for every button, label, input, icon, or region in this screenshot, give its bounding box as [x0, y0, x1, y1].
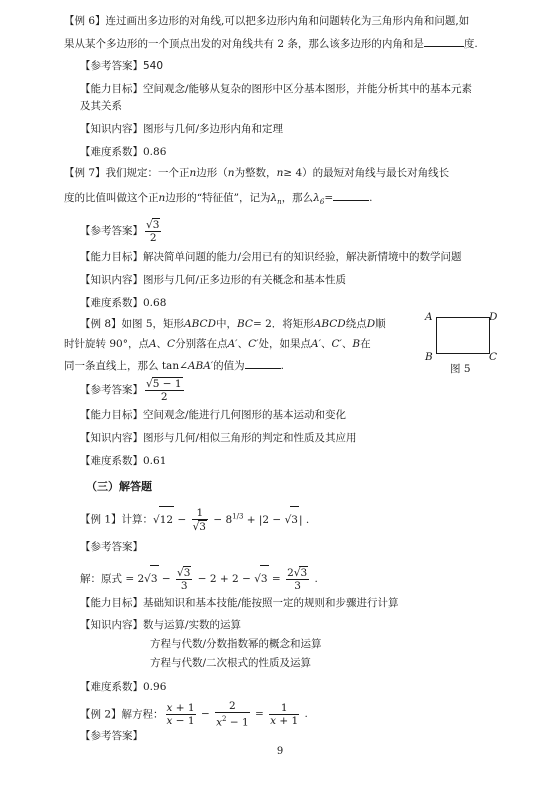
label-c: C	[489, 351, 498, 363]
answer-denominator: 2	[160, 391, 168, 403]
ex8-text-d: 绕点	[345, 318, 367, 330]
var-abcd: ABCD	[184, 318, 216, 330]
ex6-line2-end: 度.	[463, 38, 478, 50]
var-aba-prime: ABA′	[187, 360, 214, 372]
ex1-ability: 【能力目标】基础知识和基本技能/能按照一定的规则和步骤进行计算	[80, 597, 399, 609]
section-title: （三）解答题	[86, 480, 152, 493]
var-n: n	[189, 167, 197, 179]
answer-blank	[245, 358, 281, 369]
ex7-text-d: ≥ 4）的最短对角线与最长对角线长	[283, 167, 450, 179]
label-b: B	[425, 351, 433, 363]
lambda-n: $\lambda_n$	[270, 192, 282, 207]
ex6-ability-cont: 及其关系	[80, 100, 122, 112]
ex6-line2	[64, 36, 478, 51]
ex7-ability: 【能力目标】解决简单问题的能力/会用已有的知识经验，解决新情境中的数学问题	[80, 251, 462, 263]
ex6-ability: 【能力目标】空间观念/能够从复杂的图形中区分基本图形，并能分析其中的基本元素	[80, 83, 473, 95]
ex8-text-i: 、	[237, 338, 249, 350]
ex8-text-j: 处，如果点	[258, 338, 311, 350]
ex7-text-h: =	[324, 192, 334, 204]
ex8-text-e: 顺	[375, 318, 386, 330]
var-c-prime: C′	[331, 338, 342, 350]
answer-numerator: 3	[152, 219, 160, 231]
ex1-solution-expr: √3 − $\frac{√3}{3}$ − 2 + 2 − √3 = $\frac{2√3}{3}$ .	[144, 567, 318, 592]
ex7-difficulty: 【难度系数】0.68	[80, 297, 167, 309]
answer-label: 【参考答案】	[80, 225, 143, 237]
answer-fraction: $\frac{√5 - 1}{2}$	[146, 378, 182, 403]
ex8-text-h: 分别落在点	[175, 338, 228, 350]
ex1-knowledge-3: 方程与代数/二次根式的性质及运算	[150, 657, 312, 669]
ex1-label: 【例 1】计算：	[80, 513, 154, 526]
ex2-line	[80, 700, 308, 729]
ex8-text-m: 在	[360, 338, 371, 350]
ex7-text-e: 度的比值叫做这个正	[64, 192, 159, 204]
ex1-expression: √12 − $\frac{1}{√3}$ − $8^{1/3} + |2 - √3|$ .	[153, 506, 310, 533]
var-d: D	[366, 318, 376, 330]
label-d: D	[489, 311, 498, 323]
ex8-knowledge: 【知识内容】图形与几何/相似三角形的判定和性质及其应用	[80, 432, 357, 444]
var-c: C	[167, 338, 176, 350]
var-n: n	[158, 192, 166, 204]
answer-blank	[424, 36, 464, 47]
ex8-line1	[80, 317, 386, 331]
ex6-answer	[80, 59, 163, 73]
ex8-text-f: 时针旋转 90°，点	[64, 338, 149, 350]
ex6-line1: 【例 6】连过画出多边形的对角线,可以把多边形内角和问题转化为三角形内角和问题,如	[64, 15, 470, 27]
ex8-answer	[80, 377, 186, 403]
page-number: 9	[276, 746, 284, 757]
ex6-difficulty: 【难度系数】0.86	[80, 146, 167, 158]
ex1-solution	[80, 565, 318, 592]
ex8-text-n: 同一条直线上，那么 tan∠	[64, 360, 188, 372]
ex8-text-l: 、	[341, 338, 353, 350]
var-abcd: ABCD	[313, 318, 346, 330]
answer-fraction: $\frac{√3}{2}$	[146, 219, 160, 244]
ex7-text-a: 【例 7】我们规定：一个正	[64, 167, 190, 179]
ex2-answer-label: 【参考答案】	[80, 730, 143, 742]
rectangle-figure	[436, 317, 490, 354]
ex7-text-b: 边形（	[196, 167, 228, 179]
ex8-text-b: 中，	[216, 318, 237, 330]
answer-denominator: 2	[149, 232, 157, 244]
ex6-line2-text: 果从某个多边形的一个顶点出发的对角线共有 2 条，那么该多边形的内角和是	[64, 38, 424, 50]
answer-label: 【参考答案】	[80, 384, 143, 396]
ex2-equation: $\frac{x + 1}{x - 1}$ − $\frac{2}{x^2 - 1}$ = $\frac{1}{x + 1}$ .	[166, 700, 308, 729]
ex2-label: 【例 2】解方程：	[80, 708, 164, 721]
ex7-answer	[80, 218, 163, 244]
ex8-line2	[64, 337, 371, 351]
ex1-knowledge-2: 方程与代数/分数指数幂的概念和运算	[150, 638, 322, 650]
ex1-difficulty: 【难度系数】0.96	[80, 681, 167, 693]
var-n: n	[227, 167, 235, 179]
ex6-knowledge: 【知识内容】图形与几何/多边形内角和定理	[80, 123, 284, 135]
var-a-prime: A′	[227, 338, 238, 350]
var-a: A	[148, 338, 157, 350]
ex8-text-k: 、	[320, 338, 332, 350]
ex7-line1	[64, 166, 449, 180]
ex8-ability: 【能力目标】空间观念/能进行几何图形的基本运动和变化	[80, 409, 347, 421]
ex7-text-g: ，那么	[281, 192, 314, 204]
ex1-line	[80, 503, 309, 533]
figure-caption: 图 5	[450, 363, 471, 375]
ex8-text-g: 、	[156, 338, 168, 350]
var-a-prime: A′	[310, 338, 321, 350]
var-n: n	[276, 167, 284, 179]
answer-blank	[333, 190, 369, 201]
ex7-knowledge: 【知识内容】图形与几何/正多边形的有关概念和基本性质	[80, 274, 347, 286]
var-c-prime: C′	[248, 338, 259, 350]
var-bc: BC	[237, 318, 253, 330]
ex8-text-c: = 2．将矩形	[252, 318, 314, 330]
ex7-line2: 度的比值叫做这个正n边形的“特征值”，记为$\lambda_n$，那么$\lambda_6=$ .	[64, 192, 373, 207]
lambda-6: $\lambda_6$	[313, 192, 325, 207]
ex8-difficulty: 【难度系数】0.61	[80, 455, 167, 467]
ex8-text-a: 【例 8】如图 5，矩形	[80, 318, 185, 330]
ex1-answer-label: 【参考答案】	[80, 541, 143, 553]
answer-numerator: 5 − 1	[152, 378, 182, 390]
answer-value: 540	[143, 60, 164, 72]
ex8-text-o: 的值为	[213, 360, 245, 372]
ex7-text-f: 边形的“特征值”，记为	[165, 192, 271, 204]
ex1-solution-prefix: 解：原式 = 2	[80, 573, 145, 585]
ex7-text-c: 为整数，	[234, 167, 277, 179]
label-a: A	[425, 311, 433, 323]
answer-label: 【参考答案】	[80, 60, 143, 72]
ex8-line3: 同一条直线上，那么 tan∠ABA′的值为 .	[64, 360, 284, 372]
ex1-knowledge: 【知识内容】数与运算/实数的运算	[80, 619, 242, 631]
var-b: B	[352, 338, 361, 350]
